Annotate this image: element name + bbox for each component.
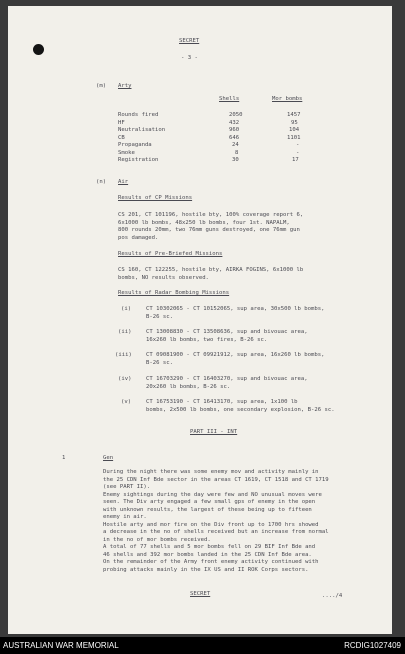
radar-mission-line: bombs, 2x500 lb bombs, one secondary explosion, B-26 sc.: [146, 406, 335, 413]
header-page-number: - 3 -: [181, 55, 198, 61]
arty-row-mor: -: [296, 142, 300, 148]
radar-mission-line: B-26 sc.: [146, 359, 173, 366]
radar-mission-line: CT 16703290 - CT 16403270, sup and bivouac area,: [146, 376, 308, 382]
arty-row-mor: 1101: [287, 134, 301, 141]
gen-paragraph-line: seen. The Div arty engaged a few small gps of enemy in the open: [103, 499, 316, 505]
gen-paragraph-line: Hostile arty and mor fire on the Div front up to 1700 hrs showed: [103, 521, 319, 528]
gen-paragraph-line: A total of 77 shells and 5 mor bombs fell on 29 BIF Inf Bde and: [103, 544, 316, 550]
radar-mission-line: 20x260 lb bombs, B-26 sc.: [146, 383, 231, 390]
radar-mission-line: CT 09081900 - CT 09921912, sup area, 16x260 lb bombs,: [146, 352, 325, 358]
radar-mission-number: (v): [121, 399, 132, 405]
gen-paragraph-line: the 25 CDN Inf Bde sector in the areas CT 1619, CT 1518 and CT 1719: [103, 476, 329, 483]
arty-row-shells: 2050: [229, 112, 243, 118]
air-heading: Air: [118, 179, 129, 185]
pre-briefed-line: bombs, NO results observed.: [118, 274, 209, 281]
radar-mission-number: (ii): [118, 329, 132, 335]
air-item-number: (n): [96, 179, 107, 185]
radar-mission-line: CT 10302065 - CT 10152065, sup area, 30x500 lb bombs,: [146, 306, 325, 312]
arty-row-shells: 960: [229, 127, 240, 133]
cp-missions-line: 6x1000 lb bombs, 48x250 lb bombs, four 1st. NAPALM,: [118, 219, 290, 226]
arty-row-mor: 104: [289, 127, 300, 133]
radar-mission-number: (i): [121, 306, 132, 312]
cp-missions-line: CS 201, CT 101196, hostile bty, 100% coverage report 6,: [118, 212, 304, 218]
gen-paragraph-line: (see PART II).: [103, 484, 151, 490]
arty-row-mor: 17: [292, 157, 299, 163]
arty-heading: Arty: [118, 83, 132, 89]
cp-missions-line: pos damaged.: [118, 234, 159, 241]
gen-paragraph-line: enemy in air.: [103, 514, 147, 520]
arty-row-shells: 30: [232, 157, 239, 163]
pre-briefed-line: CS 160, CT 122255, hostile bty, AIRKA FOGINS, 6x1000 lb: [118, 267, 304, 273]
col-mor-bombs-header: Mor bombs: [272, 96, 303, 102]
radar-mission-number: (iii): [115, 352, 132, 358]
arty-row-shells: 8: [235, 149, 239, 156]
gen-paragraph-line: On the remainder of the Army front enemy activity continued with: [103, 559, 319, 565]
arty-row-label: Rounds fired: [118, 112, 159, 118]
col-shells-header: Shells: [219, 96, 240, 102]
radar-mission-line: B-26 sc.: [146, 313, 173, 320]
arty-item-number: (m): [96, 83, 107, 89]
arty-row-label: Registration: [118, 157, 159, 163]
gen-paragraph-line: probing attacks mainly in the IX US and II ROK Corps sectors.: [103, 566, 309, 573]
section-number: 1: [62, 455, 66, 461]
arty-row-label: HF: [118, 119, 125, 126]
punch-hole: [33, 44, 44, 55]
continuation-mark: ..../4: [322, 593, 343, 599]
cp-missions-heading: Results of CP Missions: [118, 195, 193, 201]
arty-row-label: Neutralisation: [118, 127, 166, 133]
arty-row-mor: 1457: [287, 112, 301, 118]
arty-row-label: CB: [118, 134, 125, 141]
radar-bombing-heading: Results of Radar Bombing Missions: [118, 290, 230, 296]
arty-row-label: Smoke: [118, 149, 135, 156]
gen-paragraph-line: 46 shells and 392 mor bombs landed in the 25 CDN Inf Bde area.: [103, 551, 312, 558]
cp-missions-line: 800 rounds 20mm, two 76mm guns destroyed, one 76mm gun: [118, 227, 300, 233]
arty-row-shells: 646: [229, 134, 240, 141]
arty-row-mor: -: [296, 149, 300, 156]
radar-mission-line: CT 13008830 - CT 13508636, sup and bivouac area,: [146, 329, 308, 335]
archive-credit: AUSTRALIAN WAR MEMORIAL: [3, 641, 119, 650]
gen-paragraph-line: a decrease in the no of shells received but an increase from normal: [103, 529, 329, 535]
gen-subheading: Gen: [103, 455, 114, 461]
gen-paragraph-line: in the no of mor bombs received.: [103, 536, 211, 543]
arty-row-shells: 432: [229, 119, 240, 126]
radar-mission-number: (iv): [118, 376, 132, 382]
radar-mission-line: CT 16753190 - CT 16413170, sup area, 1x100 lb: [146, 399, 298, 405]
archive-credit-bar: [0, 637, 405, 654]
gen-paragraph-line: During the night there was some enemy mov and activity mainly in: [103, 469, 319, 475]
pre-briefed-heading: Results of Pre-Briefed Missions: [118, 251, 223, 257]
arty-row-label: Propaganda: [118, 142, 152, 148]
arty-row-mor: 95: [291, 119, 298, 126]
radar-mission-line: 16x260 lb bombs, two fires, B-26 sc.: [146, 336, 268, 343]
header-classification: SECRET: [179, 38, 200, 44]
gen-paragraph-line: with unknown results, the largest of these being up to fifteen: [103, 506, 312, 513]
arty-row-shells: 24: [232, 142, 239, 148]
footer-classification: SECRET: [190, 591, 211, 597]
part-heading: PART III - INT: [190, 429, 238, 435]
archive-reference: RCDIG1027409: [344, 641, 401, 650]
gen-paragraph-line: Enemy sightings during the day were few and NO unusual moves were: [103, 491, 322, 498]
